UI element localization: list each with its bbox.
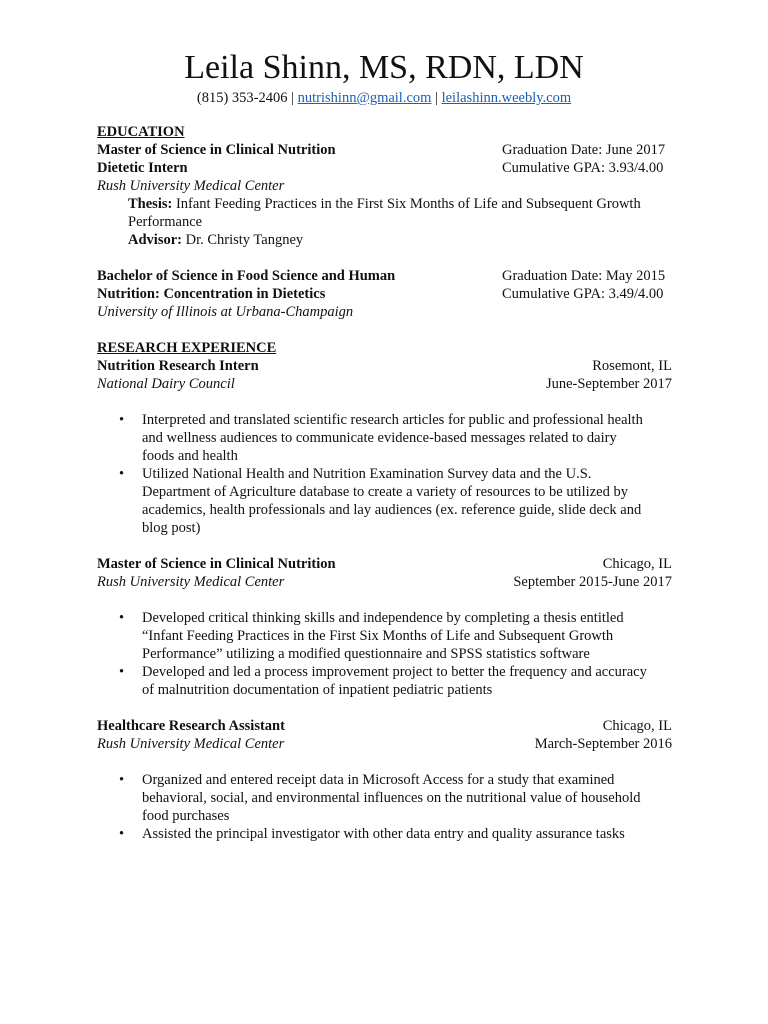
job-title: Nutrition Research Intern	[97, 358, 259, 374]
ms-degree-row	[97, 141, 672, 159]
job-bullet	[97, 663, 672, 699]
bullet-text-line: Developed critical thinking skills and independence by completing a thesis entitled	[142, 610, 624, 626]
job-bullet-list	[97, 609, 672, 699]
education-heading: EDUCATION	[97, 124, 185, 140]
bs-graduation-date: Graduation Date: May 2015	[502, 268, 666, 284]
job-location: Chicago, IL	[602, 556, 672, 572]
job-org-row	[97, 573, 672, 591]
ms-graduation-date: Graduation Date: June 2017	[502, 142, 666, 158]
bs-school: University of Illinois at Urbana-Champaign	[97, 304, 354, 320]
advisor-line	[97, 231, 672, 249]
thesis-title-line1: Infant Feeding Practices in the First Six Months of Life and Subsequent Growth	[175, 196, 641, 212]
bullet-text-line: blog post)	[142, 520, 201, 536]
bullet-text-line: foods and health	[142, 448, 238, 464]
contact-line	[0, 89, 768, 107]
bs-degree-row	[97, 267, 672, 285]
website-link[interactable]: leilashinn.weebly.com	[441, 90, 572, 106]
bullet-text-line: and wellness audiences to communicate evidence-based messages related to dairy	[142, 430, 617, 446]
bs-degree-line2: Nutrition: Concentration in Dietetics	[97, 286, 326, 302]
bullet-text-line: of malnutrition documentation of inpatient pediatric patients	[142, 682, 493, 698]
job-title: Healthcare Research Assistant	[97, 718, 285, 734]
job-title: Master of Science in Clinical Nutrition	[97, 556, 336, 572]
thesis-line	[97, 195, 672, 213]
email-link[interactable]: nutrishinn@gmail.com	[297, 90, 432, 106]
job-dates: June-September 2017	[545, 376, 672, 392]
job-bullet-list	[97, 411, 672, 537]
thesis-label: Thesis:	[128, 196, 173, 212]
bullet-text-line: Organized and entered receipt data in Microsoft Access for a study that examined	[142, 772, 615, 788]
advisor-name: Dr. Christy Tangney	[185, 232, 304, 248]
job-bullet	[97, 465, 672, 537]
job-bullet	[97, 825, 672, 843]
phone-number: (815) 353-2406	[196, 90, 288, 106]
bullet-icon: •	[119, 826, 125, 842]
advisor-label: Advisor:	[128, 232, 182, 248]
job-location: Rosemont, IL	[592, 358, 672, 374]
bullet-text-line: Interpreted and translated scientific research articles for public and professional health	[142, 412, 643, 428]
job-bullet-list	[97, 771, 672, 843]
job-organization: Rush University Medical Center	[97, 574, 285, 590]
bullet-icon: •	[119, 412, 125, 428]
bullet-icon: •	[119, 466, 125, 482]
bs-degree-line1: Bachelor of Science in Food Science and Human	[97, 268, 396, 284]
job-bullet	[97, 609, 672, 663]
bs-gpa: Cumulative GPA: 3.49/4.00	[502, 286, 664, 302]
job-bullet	[97, 771, 672, 825]
candidate-name: Leila Shinn, MS, RDN, LDN	[184, 49, 584, 86]
bullet-text-line: behavioral, social, and environmental influences on the nutritional value of household	[142, 790, 641, 806]
ms-school: Rush University Medical Center	[97, 178, 285, 194]
thesis-title-line2: Performance	[128, 214, 203, 230]
ms-role-row	[97, 159, 672, 177]
bullet-text-line: food purchases	[142, 808, 230, 824]
research-jobs	[97, 357, 672, 843]
bullet-text-line: Performance” utilizing a modified questionnaire and SPSS statistics software	[142, 646, 590, 662]
job-organization: Rush University Medical Center	[97, 736, 285, 752]
job-dates: September 2015-June 2017	[513, 574, 672, 590]
research-heading: RESEARCH EXPERIENCE	[97, 340, 277, 356]
job-title-row	[97, 357, 672, 375]
bullet-text-line: Developed and led a process improvement project to better the frequency and accuracy	[142, 664, 647, 680]
job-org-row	[97, 375, 672, 393]
bullet-text-line: Utilized National Health and Nutrition Examination Survey data and the U.S.	[142, 466, 592, 482]
separator: |	[291, 90, 295, 106]
ms-gpa: Cumulative GPA: 3.93/4.00	[502, 160, 664, 176]
job-title-row	[97, 717, 672, 735]
bullet-icon: •	[119, 610, 125, 626]
ms-role: Dietetic Intern	[97, 160, 188, 176]
bullet-text-line: Assisted the principal investigator with other data entry and quality assurance tasks	[142, 826, 625, 842]
job-bullet	[97, 411, 672, 465]
bullet-icon: •	[119, 772, 125, 788]
resume-body	[97, 123, 672, 843]
ms-degree: Master of Science in Clinical Nutrition	[97, 142, 336, 158]
job-dates: March-September 2016	[534, 736, 672, 752]
bullet-icon: •	[119, 664, 125, 680]
bs-degree-row-2	[97, 285, 672, 303]
job-org-row	[97, 735, 672, 753]
bullet-text-line: “Infant Feeding Practices in the First Six Months of Life and Subsequent Growth	[142, 628, 614, 644]
job-title-row	[97, 555, 672, 573]
job-organization: National Dairy Council	[97, 376, 235, 392]
bullet-text-line: academics, health professionals and lay audiences (ex. reference guide, slide deck and	[142, 502, 642, 518]
job-location: Chicago, IL	[602, 718, 672, 734]
separator: |	[435, 90, 438, 106]
bullet-text-line: Department of Agriculture database to create a variety of resources to be utilized by	[142, 484, 628, 500]
